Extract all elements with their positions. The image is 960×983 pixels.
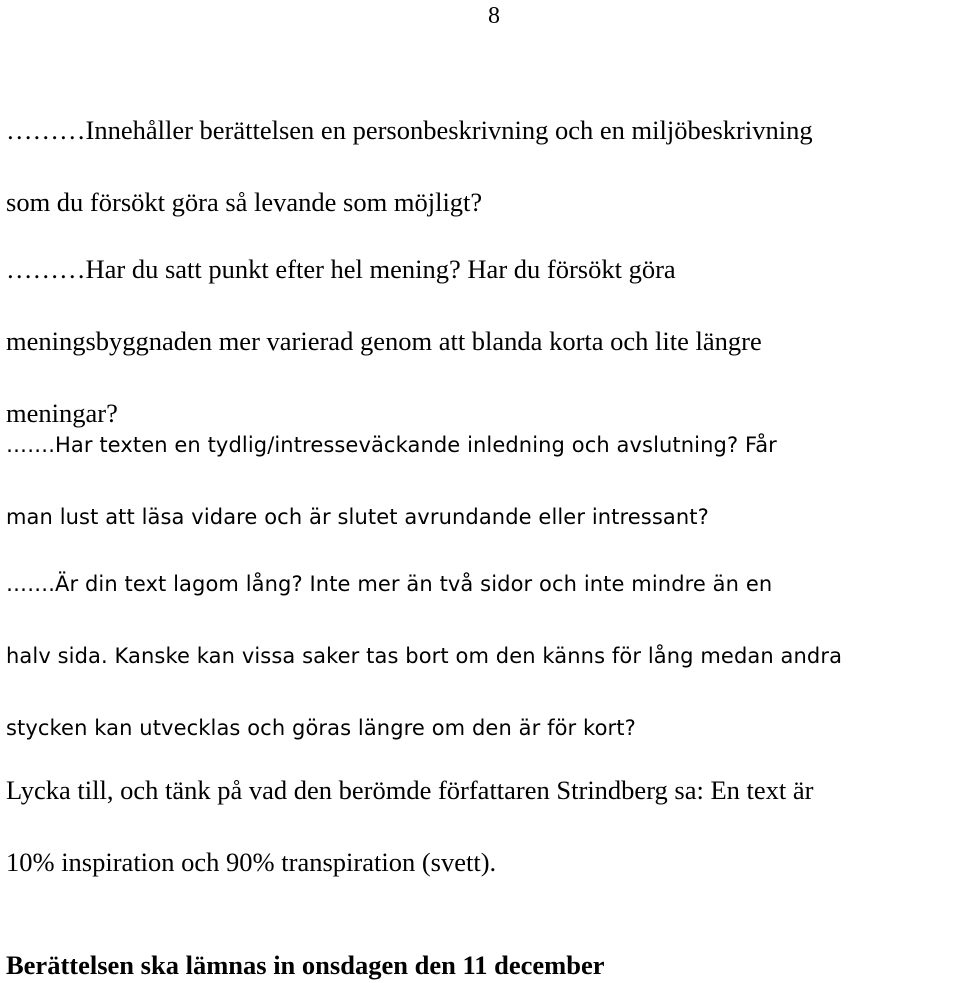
text-line: …….Har texten en tydlig/intresseväckande inledning och avslutning? Får (6, 433, 777, 457)
text-line: halv sida. Kanske kan vissa saker tas bort om den känns för lång medan andra (6, 644, 843, 668)
text-line: man lust att läsa vidare och är slutet avrundande eller intressant? (6, 505, 709, 529)
text-line: Lycka till, och tänk på vad den berömde författaren Strindberg sa: En text är (6, 775, 814, 805)
text-line: som du försökt göra så levande som möjligt? (6, 187, 483, 217)
text-line: 10% inspiration och 90% transpiration (svett). (6, 847, 497, 877)
deadline-notice: Berättelsen ska lämnas in onsdagen den 11 december (6, 950, 605, 980)
text-line: ………Har du satt punkt efter hel mening? Har du försökt göra (6, 254, 676, 284)
text-line: ………Innehåller berättelsen en personbeskrivning och en miljöbeskrivning (6, 115, 813, 145)
closing-quote (6, 736, 956, 916)
text-line: meningsbyggnaden mer varierad genom att blanda korta och lite längre (6, 326, 762, 356)
text-line: stycken kan utvecklas och göras längre om den är för kort? (6, 716, 636, 740)
text-line: meningar? (6, 398, 118, 428)
text-line: …….Är din text lagom lång? Inte mer än två sidor och inte mindre än en (6, 572, 773, 596)
page-number: 8 (488, 3, 500, 29)
